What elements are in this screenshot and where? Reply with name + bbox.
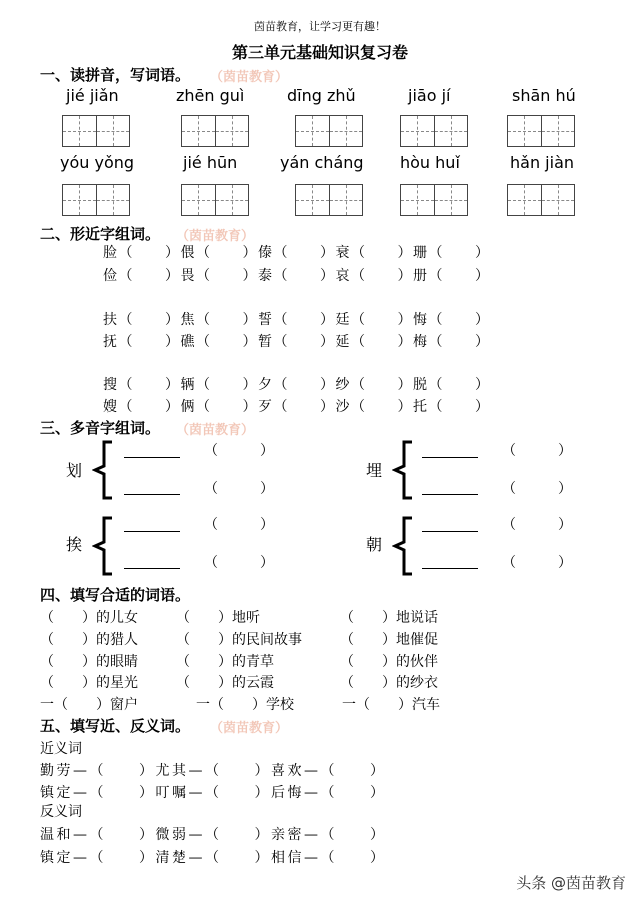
section2-heading: 二、形近字组词。 xyxy=(40,225,161,243)
fill-phrase: （ ）的纱衣 xyxy=(340,675,438,691)
antonym-label: 反义词 xyxy=(40,804,82,820)
fill-phrase: （ ）的青草 xyxy=(176,654,274,670)
pinyin-4: jiāo jí xyxy=(408,86,451,105)
answer-line[interactable] xyxy=(422,494,478,495)
pinyin-2: zhēn guì xyxy=(176,86,245,105)
fill-phrase: （ ）的伙伴 xyxy=(340,654,438,670)
answer-grid[interactable] xyxy=(62,115,130,147)
answer-grid[interactable] xyxy=(181,184,249,216)
fill-phrase: （ ）地催促 xyxy=(340,632,438,648)
similar-char-row: 俭（ ）畏（ ）泰（ ）哀（ ）册（ ） xyxy=(103,268,491,284)
answer-grid[interactable] xyxy=(507,184,575,216)
fill-phrase: （ ）的云霞 xyxy=(176,675,274,691)
brace-icon xyxy=(92,440,114,500)
answer-line[interactable] xyxy=(124,531,180,532)
pinyin-6: yóu yǒng xyxy=(60,153,135,172)
similar-char-row: 抚（ ）礁（ ）暂（ ）延（ ）梅（ ） xyxy=(103,334,491,350)
fill-phrase: （ ）的民间故事 xyxy=(176,632,302,648)
section1-heading: 一、读拼音，写词语。 xyxy=(40,66,191,84)
brace-icon xyxy=(92,516,114,576)
answer-line[interactable] xyxy=(422,457,478,458)
fill-phrase: （ ）地说话 xyxy=(340,610,438,626)
fill-phrase: （ ）的猎人 xyxy=(40,632,138,648)
answer-paren[interactable]: （ ） xyxy=(204,555,274,571)
fill-phrase: 一（ ）窗户 xyxy=(40,697,138,713)
answer-grid[interactable] xyxy=(62,184,130,216)
watermark: （茵苗教育） xyxy=(176,423,255,438)
antonym-row: 镇定—（ ）清楚—（ ）相信—（ ） xyxy=(40,850,387,866)
brace-icon xyxy=(392,516,414,576)
pinyin-5: shān hú xyxy=(512,86,576,105)
answer-grid[interactable] xyxy=(181,115,249,147)
section5-heading: 五、填写近、反义词。 xyxy=(40,717,191,735)
answer-line[interactable] xyxy=(124,457,180,458)
answer-paren[interactable]: （ ） xyxy=(204,481,274,497)
synonym-row: 勤劳—（ ）尤其—（ ）喜欢—（ ） xyxy=(40,763,387,779)
section4-heading: 四、填写合适的词语。 xyxy=(40,586,191,604)
answer-grid[interactable] xyxy=(507,115,575,147)
footer-watermark: 头条 @茵苗教育 xyxy=(516,874,626,892)
watermark: （茵苗教育） xyxy=(176,229,255,244)
answer-grid[interactable] xyxy=(400,184,468,216)
fill-phrase: （ ）的眼睛 xyxy=(40,654,138,670)
page-title: 第三单元基础知识复习卷 xyxy=(231,43,408,62)
answer-paren[interactable]: （ ） xyxy=(502,443,572,459)
similar-char-row: 搜（ ）辆（ ）夕（ ）纱（ ）脱（ ） xyxy=(103,377,491,393)
section3-heading: 三、多音字组词。 xyxy=(40,419,161,437)
pinyin-1: jié jiǎn xyxy=(66,86,119,105)
pinyin-7: jié hūn xyxy=(183,153,238,172)
answer-paren[interactable]: （ ） xyxy=(204,517,274,533)
similar-char-row: 脸（ ）偎（ ）傣（ ）衰（ ）珊（ ） xyxy=(103,245,491,261)
answer-grid[interactable] xyxy=(400,115,468,147)
answer-grid[interactable] xyxy=(295,115,363,147)
fill-phrase: 一（ ）学校 xyxy=(196,697,294,713)
pinyin-10: hǎn jiàn xyxy=(510,153,575,172)
polyphone-char: 挨 xyxy=(66,535,83,554)
answer-paren[interactable]: （ ） xyxy=(502,555,572,571)
answer-line[interactable] xyxy=(124,494,180,495)
answer-line[interactable] xyxy=(124,568,180,569)
watermark: （茵苗教育） xyxy=(210,70,289,85)
fill-phrase: （ ）的星光 xyxy=(40,675,138,691)
pinyin-8: yán cháng xyxy=(280,153,364,172)
fill-phrase: （ ）地听 xyxy=(176,610,260,626)
polyphone-char: 划 xyxy=(66,461,83,480)
polyphone-char: 埋 xyxy=(366,461,383,480)
fill-phrase: 一（ ）汽车 xyxy=(342,697,440,713)
synonym-row: 镇定—（ ）叮嘱—（ ）后悔—（ ） xyxy=(40,785,387,801)
answer-line[interactable] xyxy=(422,531,478,532)
answer-paren[interactable]: （ ） xyxy=(502,481,572,497)
pinyin-3: dīng zhǔ xyxy=(287,86,356,105)
similar-char-row: 嫂（ ）俩（ ）歹（ ）沙（ ）托（ ） xyxy=(103,399,491,415)
answer-grid[interactable] xyxy=(295,184,363,216)
antonym-row: 温和—（ ）微弱—（ ）亲密—（ ） xyxy=(40,827,387,843)
pinyin-9: hòu huǐ xyxy=(400,153,460,172)
polyphone-char: 朝 xyxy=(366,535,383,554)
similar-char-row: 扶（ ）焦（ ）誓（ ）廷（ ）悔（ ） xyxy=(103,312,491,328)
answer-paren[interactable]: （ ） xyxy=(502,517,572,533)
fill-phrase: （ ）的儿女 xyxy=(40,610,138,626)
answer-line[interactable] xyxy=(422,568,478,569)
watermark: （茵苗教育） xyxy=(210,721,289,736)
header-note: 茵苗教育，让学习更有趣！ xyxy=(254,20,386,33)
answer-paren[interactable]: （ ） xyxy=(204,443,274,459)
brace-icon xyxy=(392,440,414,500)
synonym-label: 近义词 xyxy=(40,741,82,757)
